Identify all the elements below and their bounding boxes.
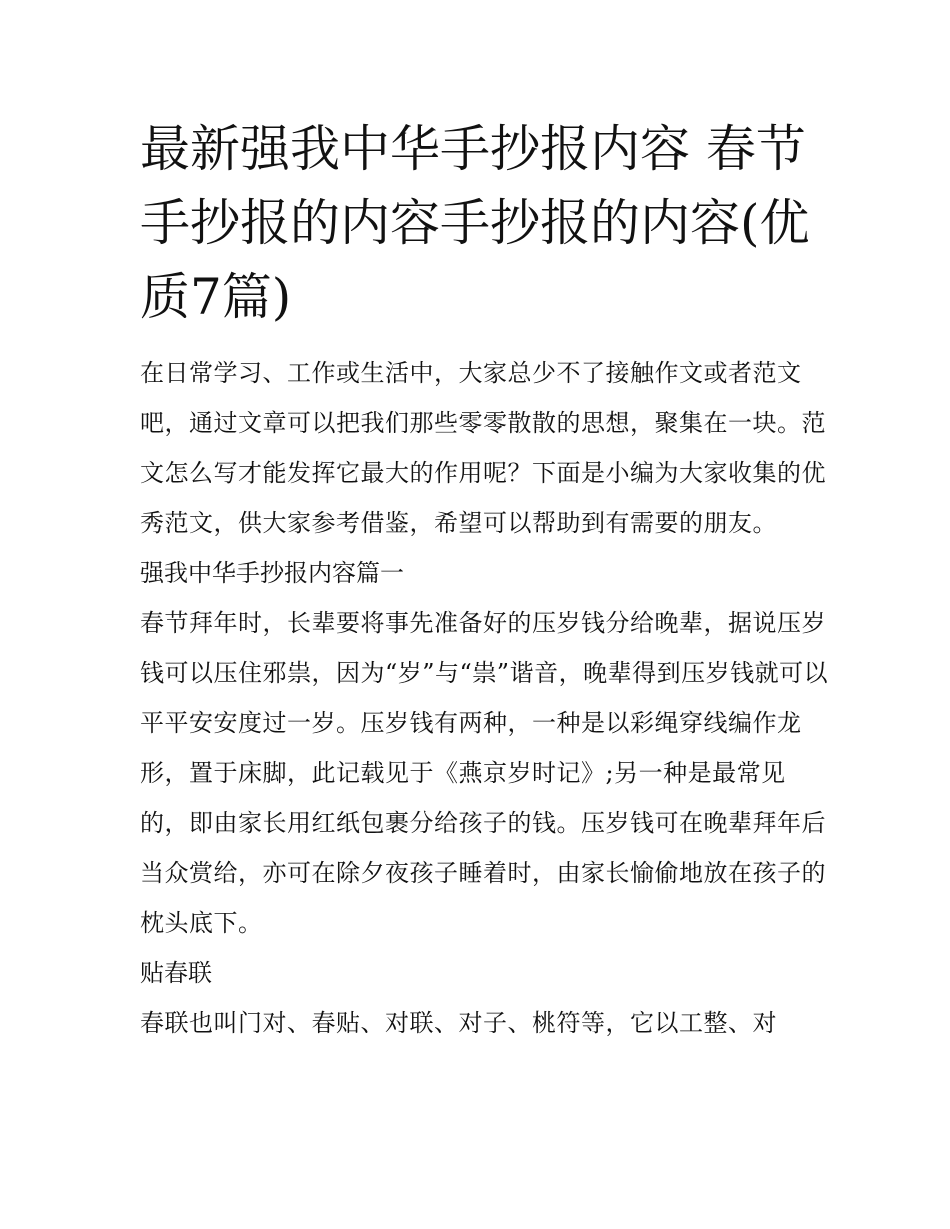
document-title: 最新强我中华手抄报内容 春节手抄报的内容手抄报的内容(优质7篇) <box>140 120 810 326</box>
section-paragraph-1: 春节拜年时，长辈要将事先准备好的压岁钱分给晚辈，据说压岁钱可以压住邪祟，因为“岁”与“祟”谐音，晚辈得到压岁钱就可以平平安安度过一岁。压岁钱有两种，一种是以彩绳穿线编作龙形，置于床脚，此记载见于《燕京岁时记》;另一种是最常见的，即由家长用红纸包裹分给孩子的钱。压岁钱可在晚辈拜年后当众赏给，亦可在除夕夜孩子睡着时，由家长愉偷地放在孩子的枕头底下。 <box>140 609 829 937</box>
intro-paragraph: 在日常学习、工作或生活中，大家总少不了接触作文或者范文吧，通过文章可以把我们那些零零散散的思想，聚集在一块。范文怎么写才能发挥它最大的作用呢？下面是小编为大家收集的优秀范文，供大家参考借鉴，希望可以帮助到有需要的朋友。 <box>140 359 826 537</box>
section-paragraph-2: 春联也叫门对、春贴、对联、对子、桃符等，它以工整、对 <box>140 1009 777 1037</box>
section-heading-2: 贴春联 <box>140 959 212 987</box>
document-content <box>140 112 830 1048</box>
section-heading-1: 强我中华手抄报内容篇一 <box>140 559 404 587</box>
